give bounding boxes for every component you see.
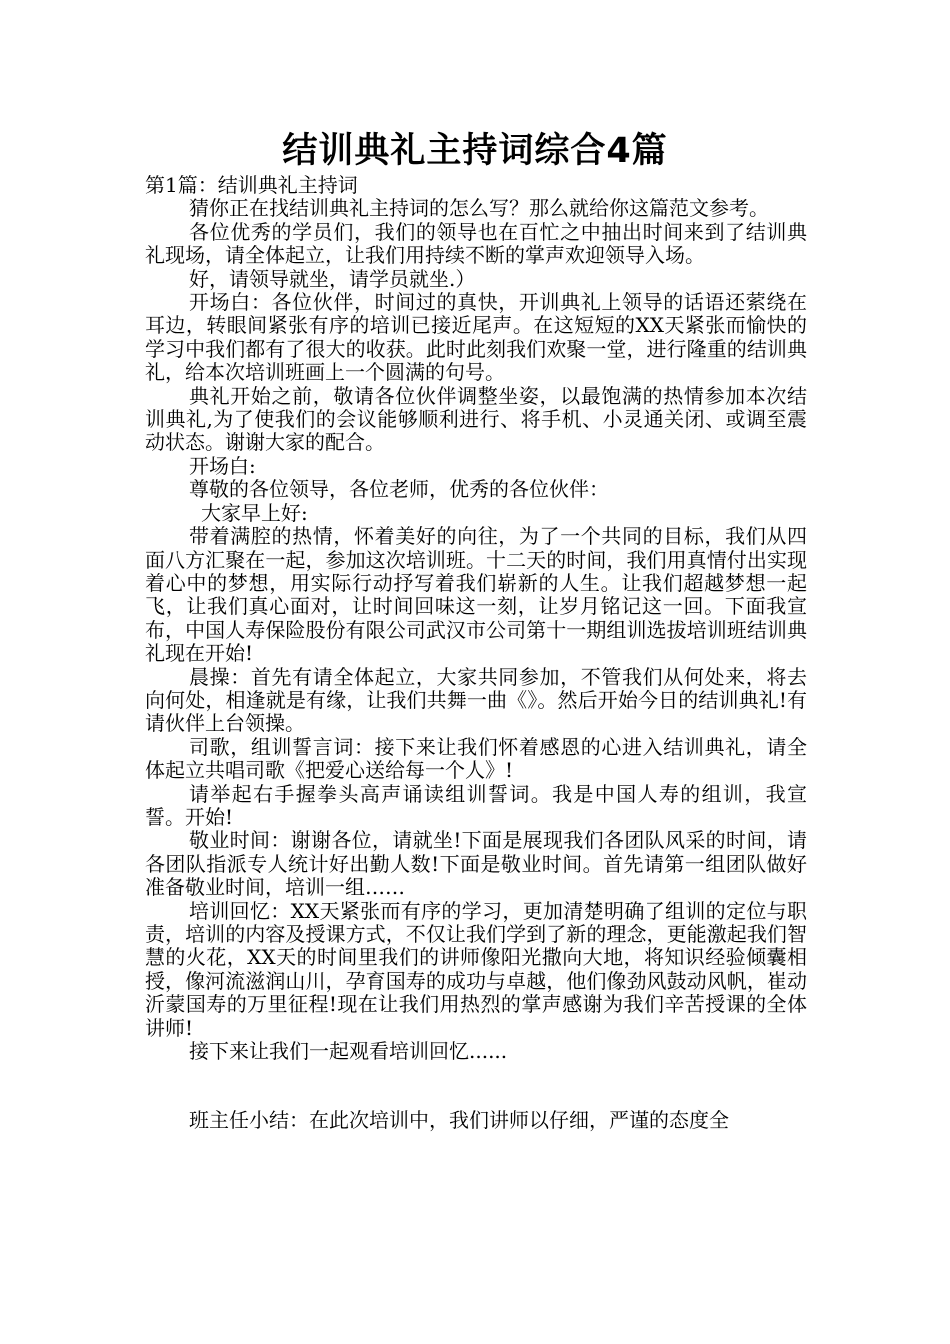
document-body bbox=[145, 174, 807, 1133]
paragraph: 带着满腔的热情，怀着美好的向往，为了一个共同的目标，我们从四面八方汇聚在一起，参加这次培训班。十二天的时间，我们用真情付出实现着心中的梦想，用实际行动抒写着我们崭新的人生。让我们超越梦想一起飞，让我们真心面对，让时间回味这一刻，让岁月铭记这一回。下面我宣布，中国人寿保险股份有限公司武汉市公司第十一期组训选拔培训班结训典礼现在开始! bbox=[145, 524, 807, 666]
paragraph: 好，请领导就坐，请学员就坐.） bbox=[189, 266, 476, 291]
paragraph: 尊敬的各位领导，各位老师，优秀的各位伙伴： bbox=[189, 477, 609, 502]
paragraph: 开场白: bbox=[189, 453, 256, 478]
paragraph: 司歌，组训誓言词：接下来让我们怀着感恩的心进入结训典礼，请全体起立共唱司歌《把爱心送给每一个人》! bbox=[145, 734, 807, 783]
paragraph: 大家早上好: bbox=[201, 500, 308, 525]
paragraph: 敬业时间：谢谢各位，请就坐!下面是展现我们各团队风采的时间，请各团队指派专人统计好出勤人数!下面是敬业时间。首先请第一组团队做好准备敬业时间，培训一组…… bbox=[145, 828, 807, 900]
section-heading: 第1篇：结训典礼主持词 bbox=[145, 173, 358, 197]
paragraph: 晨操：首先有请全体起立，大家共同参加，不管我们从何处来，将去向何处，相逢就是有缘，让我们共舞一曲《》。然后开始今日的结训典礼!有请伙伴上台领操。 bbox=[145, 664, 807, 736]
paragraph: 典礼开始之前，敬请各位伙伴调整坐姿，以最饱满的热情参加本次结训典礼,为了使我们的会议能够顺利进行、将手机、小灵通关闭、或调至震动状态。谢谢大家的配合。 bbox=[145, 383, 807, 455]
paragraph: 开场白：各位伙伴，时间过的真快，开训典礼上领导的话语还萦绕在耳边，转眼间紧张有序的培训已接近尾声。在这短短的XX天紧张而愉快的学习中我们都有了很大的收获。此时此刻我们欢聚一堂，进行隆重的结训典礼，给本次培训班画上一个圆满的句号。 bbox=[145, 290, 807, 385]
paragraph: 培训回忆：XX天紧张而有序的学习，更加清楚明确了组训的定位与职责，培训的内容及授课方式，不仅让我们学到了新的理念，更能激起我们智慧的火花，XX天的时间里我们的讲师像阳光撒向大地，将知识经验倾囊相授，像河流滋润山川，孕育国寿的成功与卓越，他们像劲风鼓动风帆，崔动沂蒙国寿的万里征程!现在让我们用热烈的掌声感谢为我们辛苦授课的全体讲师! bbox=[145, 898, 807, 1040]
paragraph: 接下来让我们一起观看培训回忆...... bbox=[189, 1039, 508, 1064]
paragraph: 请举起右手握拳头高声诵读组训誓词。我是中国人寿的组训，我宣誓。开始! bbox=[145, 781, 807, 829]
document-title: 结训典礼主持词综合4篇 bbox=[282, 131, 668, 171]
blank-line bbox=[145, 1063, 807, 1109]
paragraph: 猜你正在找结训典礼主持词的怎么写？那么就给你这篇范文参考。 bbox=[189, 196, 769, 221]
paragraph: 各位优秀的学员们，我们的领导也在百忙之中抽出时间来到了结训典礼现场，请全体起立，让我们用持续不断的掌声欢迎领导入场。 bbox=[145, 219, 807, 268]
paragraph: 班主任小结：在此次培训中，我们讲师以仔细，严谨的态度全 bbox=[189, 1108, 729, 1133]
